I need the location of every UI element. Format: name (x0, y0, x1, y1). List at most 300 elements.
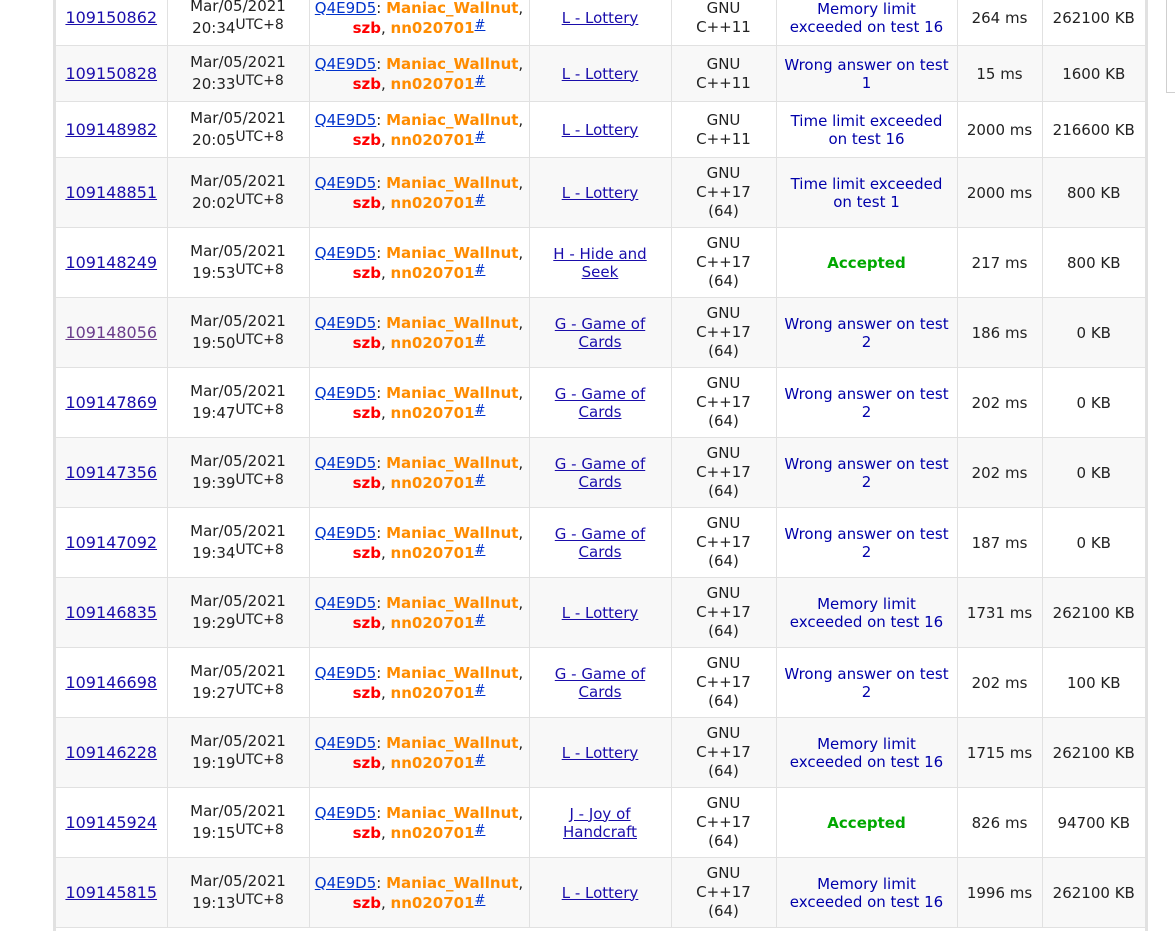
language-label: C++11 (696, 17, 751, 36)
problem-cell (529, 368, 671, 438)
member-link[interactable]: nn020701 (390, 130, 475, 149)
problem-cell (529, 438, 671, 508)
language-label: (64) (708, 272, 739, 290)
problem-name: Cards (578, 682, 622, 701)
memory-cell (1042, 368, 1145, 438)
problem-name: Seek (581, 262, 619, 281)
member-link[interactable]: nn020701 (390, 403, 475, 422)
party-cell: Q4E9D5: Maniac_Wallnut, szb, nn020701# (309, 0, 529, 46)
member-link[interactable]: nn020701 (390, 18, 475, 37)
problem-link[interactable] (555, 455, 645, 491)
timezone-label: UTC+8 (235, 612, 284, 628)
team-link[interactable]: Q4E9D5 (314, 243, 377, 262)
member-link[interactable]: nn020701 (390, 893, 475, 912)
submission-time: 19:13 (192, 894, 236, 912)
team-link[interactable]: Q4E9D5 (314, 523, 377, 542)
table-row (56, 578, 1145, 648)
language-cell (671, 158, 776, 228)
submission-date: Mar/05/2021 (190, 0, 286, 15)
team-link[interactable]: Q4E9D5 (314, 173, 377, 192)
party-cell: Q4E9D5: Maniac_Wallnut, szb, nn020701# (309, 858, 529, 928)
language-label: GNU (706, 304, 741, 322)
submission-date: Mar/05/2021 (190, 452, 286, 470)
submission-id-link[interactable]: 109148249 (65, 252, 158, 272)
verdict-cell (776, 648, 957, 718)
problem-name: L - Lottery (561, 64, 639, 83)
member-link[interactable]: Maniac_Wallnut (386, 0, 519, 17)
submissions-table (56, 0, 1145, 928)
id-cell (56, 648, 167, 718)
when-cell (167, 368, 309, 438)
language-cell (671, 578, 776, 648)
member-link[interactable]: szb (352, 683, 381, 702)
member-link[interactable]: nn020701 (390, 263, 475, 282)
language-label: (64) (708, 202, 739, 220)
language-cell (671, 788, 776, 858)
member-link[interactable]: nn020701 (390, 193, 475, 212)
time-value: 202 ms (971, 673, 1028, 692)
problem-cell (529, 578, 671, 648)
member-link[interactable]: nn020701 (390, 613, 475, 632)
verdict-text: Accepted (827, 253, 906, 272)
verdict-cell (776, 228, 957, 298)
id-cell (56, 788, 167, 858)
time-value: 1731 ms (966, 603, 1033, 622)
problem-name: G - Game of (554, 664, 646, 683)
status-table-frame (53, 0, 1148, 931)
timezone-label: UTC+8 (235, 892, 284, 908)
problem-link[interactable] (563, 805, 637, 841)
when-cell (167, 0, 309, 46)
memory-value: 262100 KB (1052, 8, 1135, 27)
hash-link[interactable]: # (474, 332, 486, 348)
member-link[interactable]: szb (352, 333, 381, 352)
table-row (56, 508, 1145, 578)
hash-link[interactable]: # (474, 262, 486, 278)
verdict-text: Memory limit (817, 734, 916, 753)
problem-name: L - Lottery (561, 120, 639, 139)
member-link[interactable]: nn020701 (390, 753, 475, 772)
submission-date: Mar/05/2021 (190, 732, 286, 750)
when-cell (167, 578, 309, 648)
language-label: GNU (706, 724, 741, 742)
member-link[interactable]: szb (352, 473, 381, 492)
hash-link[interactable]: # (474, 129, 486, 145)
hash-link[interactable]: # (474, 752, 486, 768)
submission-id-link[interactable]: 109147356 (65, 462, 158, 482)
time-value: 826 ms (971, 813, 1028, 832)
memory-cell (1042, 298, 1145, 368)
memory-cell (1042, 788, 1145, 858)
party-cell: Q4E9D5: Maniac_Wallnut, szb, nn020701# (309, 648, 529, 718)
problem-name: Handcraft (562, 822, 637, 841)
member-link[interactable]: Maniac_Wallnut (386, 453, 519, 472)
submission-id-link[interactable]: 109148056 (65, 322, 158, 342)
verdict-text: Time limit exceeded (790, 174, 943, 193)
submission-id-link[interactable]: 109147869 (65, 392, 158, 412)
submission-date: Mar/05/2021 (190, 662, 286, 680)
verdict-cell (776, 858, 957, 928)
member-link[interactable]: nn020701 (390, 823, 475, 842)
party-cell: Q4E9D5: Maniac_Wallnut, szb, nn020701# (309, 438, 529, 508)
memory-value: 94700 KB (1057, 813, 1131, 832)
when-cell (167, 158, 309, 228)
id-cell (56, 298, 167, 368)
team-link[interactable]: Q4E9D5 (314, 803, 377, 822)
memory-value: 0 KB (1076, 323, 1111, 342)
hash-link[interactable]: # (474, 402, 486, 418)
table-row (56, 648, 1145, 718)
language-label: C++11 (696, 129, 751, 148)
language-label: GNU (706, 234, 741, 252)
member-link[interactable]: szb (352, 130, 381, 149)
time-value: 186 ms (971, 323, 1028, 342)
verdict-text: exceeded on test 16 (789, 612, 944, 631)
verdict-text: Wrong answer on test (784, 384, 949, 403)
language-label: GNU (706, 514, 741, 532)
time-value: 1996 ms (966, 883, 1033, 902)
memory-value: 216600 KB (1052, 120, 1135, 139)
memory-cell (1042, 158, 1145, 228)
problem-name: Cards (578, 472, 622, 491)
member-link[interactable]: nn020701 (390, 333, 475, 352)
member-link[interactable]: nn020701 (390, 683, 475, 702)
submission-date: Mar/05/2021 (190, 53, 286, 71)
language-label: GNU (706, 164, 741, 182)
language-label: GNU (706, 864, 741, 882)
team-link[interactable]: Q4E9D5 (314, 453, 377, 472)
submission-id-link[interactable]: 109146835 (65, 602, 158, 622)
language-cell (671, 368, 776, 438)
member-link[interactable]: Maniac_Wallnut (386, 733, 519, 752)
team-link[interactable]: Q4E9D5 (314, 873, 377, 892)
problem-link[interactable] (562, 121, 639, 139)
timezone-label: UTC+8 (235, 192, 284, 208)
id-cell (56, 46, 167, 102)
problem-cell (529, 46, 671, 102)
member-link[interactable]: szb (352, 893, 381, 912)
time-cell (957, 368, 1042, 438)
verdict-text: 2 (861, 472, 872, 491)
problem-link[interactable] (555, 385, 645, 421)
id-cell (56, 158, 167, 228)
verdict-text: 2 (861, 402, 872, 421)
language-label: C++17 (696, 883, 751, 901)
verdict-cell (776, 578, 957, 648)
problem-name: Cards (578, 542, 622, 561)
hash-link[interactable]: # (474, 542, 486, 558)
verdict-text: Wrong answer on test (784, 454, 949, 473)
submission-id-link[interactable]: 109150828 (65, 63, 158, 83)
memory-cell (1042, 858, 1145, 928)
submission-time: 20:05 (192, 131, 236, 149)
member-link[interactable]: Maniac_Wallnut (386, 383, 519, 402)
submission-date: Mar/05/2021 (190, 802, 286, 820)
language-cell (671, 508, 776, 578)
time-cell (957, 298, 1042, 368)
team-link[interactable]: Q4E9D5 (314, 383, 377, 402)
submission-time: 19:19 (192, 754, 236, 772)
team-link[interactable]: Q4E9D5 (314, 663, 377, 682)
when-cell (167, 102, 309, 158)
timezone-label: UTC+8 (235, 682, 284, 698)
submission-time: 19:34 (192, 544, 236, 562)
time-value: 2000 ms (966, 183, 1033, 202)
side-panel-edge (1166, 0, 1175, 93)
verdict-text: 2 (861, 332, 872, 351)
submission-time: 19:53 (192, 264, 236, 282)
member-link[interactable]: szb (352, 74, 381, 93)
member-link[interactable]: Maniac_Wallnut (386, 663, 519, 682)
team-link[interactable]: Q4E9D5 (314, 733, 377, 752)
language-cell (671, 46, 776, 102)
verdict-text: Wrong answer on test (784, 664, 949, 683)
submission-id-link[interactable]: 109148851 (65, 182, 158, 202)
submission-time: 19:29 (192, 614, 236, 632)
memory-cell (1042, 718, 1145, 788)
language-label: (64) (708, 902, 739, 920)
problem-link[interactable] (562, 65, 639, 83)
party-cell: Q4E9D5: Maniac_Wallnut, szb, nn020701# (309, 158, 529, 228)
language-label: C++17 (696, 813, 751, 831)
member-link[interactable]: nn020701 (390, 473, 475, 492)
submission-time: 19:15 (192, 824, 236, 842)
member-link[interactable]: szb (352, 613, 381, 632)
id-cell (56, 718, 167, 788)
team-link[interactable]: Q4E9D5 (314, 54, 377, 73)
timezone-label: UTC+8 (235, 129, 284, 145)
team-link[interactable]: Q4E9D5 (314, 0, 377, 17)
language-label: GNU (706, 444, 741, 462)
language-cell (671, 438, 776, 508)
problem-name: Cards (578, 402, 622, 421)
problem-name: G - Game of (554, 314, 646, 333)
time-value: 217 ms (971, 253, 1028, 272)
verdict-cell (776, 102, 957, 158)
memory-value: 800 KB (1066, 253, 1121, 272)
submission-time: 19:47 (192, 404, 236, 422)
verdict-text: Time limit exceeded (790, 111, 943, 130)
problem-link[interactable] (562, 184, 639, 202)
member-link[interactable]: Maniac_Wallnut (386, 243, 519, 262)
language-label: C++17 (696, 323, 751, 341)
memory-value: 0 KB (1076, 533, 1111, 552)
when-cell (167, 648, 309, 718)
member-link[interactable]: szb (352, 263, 381, 282)
problem-link[interactable] (562, 9, 639, 27)
submission-time: 20:34 (192, 19, 236, 37)
id-cell (56, 858, 167, 928)
memory-cell (1042, 648, 1145, 718)
id-cell (56, 578, 167, 648)
problem-name: L - Lottery (561, 743, 639, 762)
language-label: GNU (706, 654, 741, 672)
member-link[interactable]: Maniac_Wallnut (386, 873, 519, 892)
verdict-text: Wrong answer on test (784, 314, 949, 333)
submission-id-link[interactable]: 109146698 (65, 672, 158, 692)
problem-cell (529, 858, 671, 928)
team-link[interactable]: Q4E9D5 (314, 110, 377, 129)
id-cell (56, 508, 167, 578)
id-cell (56, 228, 167, 298)
problem-link[interactable] (562, 604, 639, 622)
problem-link[interactable] (562, 744, 639, 762)
problem-cell (529, 508, 671, 578)
time-cell (957, 508, 1042, 578)
table-row (56, 298, 1145, 368)
submission-id-link[interactable]: 109146228 (65, 742, 158, 762)
party-cell: Q4E9D5: Maniac_Wallnut, szb, nn020701# (309, 102, 529, 158)
language-cell (671, 102, 776, 158)
member-link[interactable]: szb (352, 823, 381, 842)
time-cell (957, 648, 1042, 718)
submission-id-link[interactable]: 109148982 (65, 119, 158, 139)
verdict-text: Memory limit (817, 874, 916, 893)
memory-cell (1042, 102, 1145, 158)
table-row (56, 228, 1145, 298)
problem-name: L - Lottery (561, 8, 639, 27)
language-label: (64) (708, 342, 739, 360)
verdict-text: 1 (861, 73, 872, 92)
hash-link[interactable]: # (474, 73, 486, 89)
party-cell: Q4E9D5: Maniac_Wallnut, szb, nn020701# (309, 788, 529, 858)
member-link[interactable]: nn020701 (390, 74, 475, 93)
submission-time: 20:33 (192, 75, 236, 93)
problem-link[interactable] (555, 665, 645, 701)
verdict-text: 2 (861, 542, 872, 561)
member-link[interactable]: szb (352, 18, 381, 37)
member-link[interactable]: Maniac_Wallnut (386, 173, 519, 192)
hash-link[interactable]: # (474, 892, 486, 908)
problem-cell (529, 0, 671, 46)
hash-link[interactable]: # (474, 17, 486, 33)
member-link[interactable]: szb (352, 193, 381, 212)
table-row (56, 102, 1145, 158)
language-cell (671, 228, 776, 298)
language-cell (671, 718, 776, 788)
verdict-cell (776, 46, 957, 102)
table-row (56, 858, 1145, 928)
team-link[interactable]: Q4E9D5 (314, 313, 377, 332)
problem-name: Cards (578, 332, 622, 351)
verdict-text: Accepted (827, 813, 906, 832)
verdict-text: exceeded on test 16 (789, 17, 944, 36)
submission-date: Mar/05/2021 (190, 312, 286, 330)
problem-cell (529, 102, 671, 158)
time-cell (957, 718, 1042, 788)
problem-link[interactable] (555, 525, 645, 561)
table-row (56, 46, 1145, 102)
hash-link[interactable]: # (474, 822, 486, 838)
when-cell (167, 858, 309, 928)
hash-link[interactable]: # (474, 612, 486, 628)
member-link[interactable]: Maniac_Wallnut (386, 313, 519, 332)
memory-cell (1042, 438, 1145, 508)
language-label: (64) (708, 692, 739, 710)
member-link[interactable]: Maniac_Wallnut (386, 54, 519, 73)
memory-cell (1042, 0, 1145, 46)
language-label: C++11 (696, 73, 751, 92)
submission-time: 19:50 (192, 334, 236, 352)
language-label: C++17 (696, 673, 751, 691)
member-link[interactable]: Maniac_Wallnut (386, 110, 519, 129)
party-cell: Q4E9D5: Maniac_Wallnut, szb, nn020701# (309, 368, 529, 438)
submission-id-link[interactable]: 109145924 (65, 812, 158, 832)
time-cell (957, 438, 1042, 508)
language-label: (64) (708, 552, 739, 570)
member-link[interactable]: Maniac_Wallnut (386, 593, 519, 612)
problem-name: L - Lottery (561, 883, 639, 902)
language-label: C++17 (696, 533, 751, 551)
when-cell (167, 298, 309, 368)
memory-value: 262100 KB (1052, 883, 1135, 902)
table-row (56, 788, 1145, 858)
memory-value: 262100 KB (1052, 603, 1135, 622)
language-cell (671, 0, 776, 46)
time-cell (957, 858, 1042, 928)
member-link[interactable]: Maniac_Wallnut (386, 523, 519, 542)
problem-name: G - Game of (554, 524, 646, 543)
memory-cell (1042, 46, 1145, 102)
submission-date: Mar/05/2021 (190, 592, 286, 610)
problem-link[interactable] (555, 315, 645, 351)
problem-link[interactable] (553, 245, 646, 281)
timezone-label: UTC+8 (235, 17, 284, 33)
submission-id-link[interactable]: 109150862 (65, 7, 158, 27)
submission-date: Mar/05/2021 (190, 872, 286, 890)
time-value: 1715 ms (966, 743, 1033, 762)
submission-time: 19:27 (192, 684, 236, 702)
verdict-text: on test 1 (833, 192, 900, 211)
memory-value: 800 KB (1066, 183, 1121, 202)
member-link[interactable]: szb (352, 543, 381, 562)
verdict-cell (776, 298, 957, 368)
hash-link[interactable]: # (474, 682, 486, 698)
member-link[interactable]: Maniac_Wallnut (386, 803, 519, 822)
time-cell (957, 228, 1042, 298)
verdict-cell (776, 0, 957, 46)
memory-cell (1042, 578, 1145, 648)
submission-date: Mar/05/2021 (190, 522, 286, 540)
language-label: GNU (706, 584, 741, 602)
submission-id-link[interactable]: 109145815 (65, 882, 158, 902)
language-label: (64) (708, 622, 739, 640)
time-cell (957, 788, 1042, 858)
verdict-cell (776, 368, 957, 438)
language-label: C++17 (696, 253, 751, 271)
member-link[interactable]: szb (352, 403, 381, 422)
member-link[interactable]: szb (352, 753, 381, 772)
problem-cell (529, 228, 671, 298)
team-link[interactable]: Q4E9D5 (314, 593, 377, 612)
memory-cell (1042, 508, 1145, 578)
problem-link[interactable] (562, 884, 639, 902)
time-value: 264 ms (971, 8, 1028, 27)
verdict-text: Wrong answer on test (784, 524, 949, 543)
hash-link[interactable]: # (474, 192, 486, 208)
hash-link[interactable]: # (474, 472, 486, 488)
member-link[interactable]: nn020701 (390, 543, 475, 562)
submission-id-link[interactable]: 109147092 (65, 532, 158, 552)
submissions-body (56, 0, 1145, 928)
language-label: GNU (706, 110, 741, 129)
language-label: C++17 (696, 743, 751, 761)
when-cell (167, 228, 309, 298)
verdict-text: Memory limit (817, 594, 916, 613)
submission-date: Mar/05/2021 (190, 242, 286, 260)
table-row (56, 718, 1145, 788)
language-cell (671, 858, 776, 928)
